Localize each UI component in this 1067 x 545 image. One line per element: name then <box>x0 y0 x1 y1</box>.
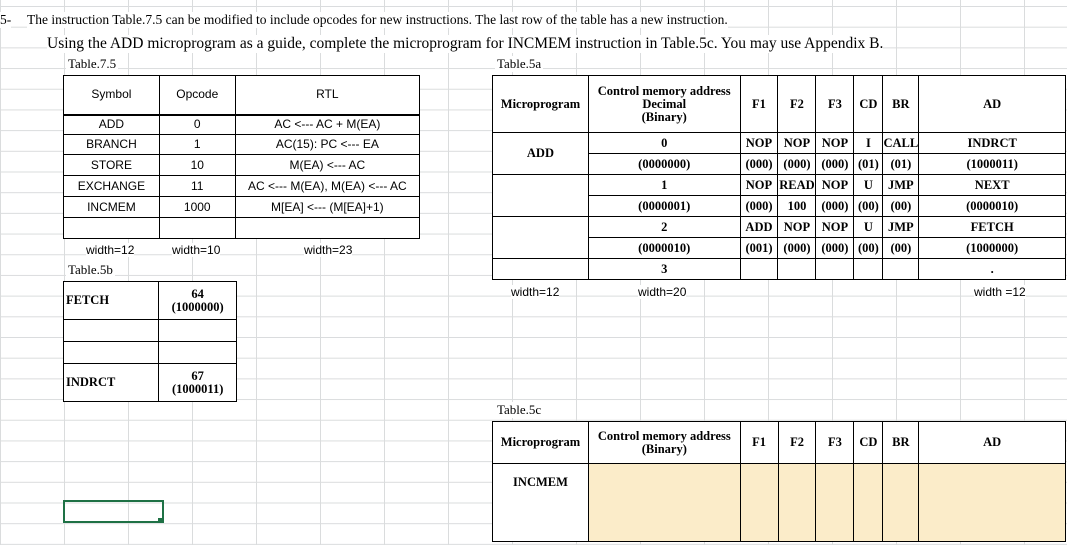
table5a-width-program: width=12 <box>511 285 560 299</box>
cell-ad[interactable]: . <box>919 259 1066 280</box>
table5a <box>492 75 1066 280</box>
cell-br-code[interactable]: (00) <box>883 196 919 217</box>
cell-cd[interactable]: U <box>854 217 883 238</box>
cell-rtl[interactable]: M[EA] <--- (M[EA]+1) <box>235 197 419 218</box>
cell-binary[interactable]: (0000010) <box>588 238 740 259</box>
cell-binary[interactable]: (0000000) <box>588 154 740 175</box>
table-row <box>64 320 237 342</box>
input-br[interactable] <box>883 464 919 542</box>
indrct-binary: (1000011) <box>171 381 224 396</box>
cell-indrct-address[interactable] <box>159 364 237 402</box>
cell-f2[interactable]: READ <box>778 175 816 196</box>
cell-f3-code[interactable]: (000) <box>816 238 854 259</box>
cell-decimal[interactable]: 2 <box>588 217 740 238</box>
cell-rtl[interactable] <box>235 218 419 239</box>
header-microprogram: Microprogram <box>493 76 589 133</box>
cell-empty[interactable] <box>64 320 159 342</box>
cell-f2-code[interactable]: (000) <box>778 238 816 259</box>
cell-br[interactable]: JMP <box>883 217 919 238</box>
header-cma-line1: Control memory address <box>597 83 731 98</box>
cell-rtl[interactable]: AC <--- M(EA), M(EA) <--- AC <box>235 176 419 197</box>
header-f3: F3 <box>816 422 854 464</box>
header-ad: AD <box>919 422 1066 464</box>
table5a-caption: Table.5a <box>497 56 542 71</box>
table5c-header-row <box>493 422 1066 464</box>
header-cma-line2: (Binary) <box>641 441 687 456</box>
table-row <box>64 155 420 176</box>
cell-empty[interactable] <box>64 342 159 364</box>
cell-f2[interactable]: NOP <box>778 133 816 154</box>
header-symbol: Symbol <box>64 76 160 115</box>
cell-f3[interactable]: NOP <box>816 133 854 154</box>
table5b <box>63 281 237 402</box>
header-f2: F2 <box>778 422 816 464</box>
cell-decimal[interactable]: 0 <box>588 133 740 154</box>
cell-empty[interactable] <box>816 259 854 280</box>
table-row <box>64 115 420 135</box>
cell-decimal[interactable]: 1 <box>588 175 740 196</box>
input-f2[interactable] <box>778 464 816 542</box>
table5b-caption: Table.5b <box>68 262 113 277</box>
fetch-decimal: 64 <box>191 286 204 301</box>
table75-width-symbol: width=12 <box>86 243 135 257</box>
cell-ad-code[interactable]: (1000011) <box>919 154 1066 175</box>
table75-header-row <box>64 76 420 115</box>
header-f3: F3 <box>816 76 854 133</box>
table-row <box>493 259 1066 280</box>
cell-cd[interactable]: U <box>854 175 883 196</box>
cell-symbol[interactable]: STORE <box>64 155 160 176</box>
header-rtl: RTL <box>235 76 419 115</box>
fill-handle[interactable] <box>158 518 163 523</box>
cell-f3-code[interactable]: (000) <box>816 196 854 217</box>
cell-empty[interactable] <box>159 320 237 342</box>
input-ad[interactable] <box>919 464 1066 542</box>
header-control-memory-address <box>588 422 740 464</box>
header-br: BR <box>883 422 919 464</box>
cell-cd-code[interactable]: (01) <box>854 154 883 175</box>
header-br: BR <box>883 76 919 133</box>
cell-fetch-label[interactable]: FETCH <box>64 282 159 320</box>
header-f1: F1 <box>740 76 778 133</box>
header-cd: CD <box>854 76 883 133</box>
cell-empty[interactable] <box>854 259 883 280</box>
selected-cell[interactable] <box>63 500 164 523</box>
header-f1: F1 <box>740 422 778 464</box>
table5a-width-cma: width=20 <box>638 285 687 299</box>
cell-symbol[interactable]: ADD <box>64 115 160 135</box>
table75 <box>63 75 420 239</box>
table5c <box>492 421 1066 542</box>
cell-rtl[interactable]: AC <--- AC + M(EA) <box>235 115 419 135</box>
table-row <box>64 364 237 402</box>
cell-indrct-label[interactable]: INDRCT <box>64 364 159 402</box>
cell-rtl[interactable]: M(EA) <--- AC <box>235 155 419 176</box>
header-cma-line1: Control memory address <box>597 428 731 443</box>
table-row <box>64 135 420 155</box>
cell-binary[interactable]: (0000001) <box>588 196 740 217</box>
table75-caption: Table.7.5 <box>68 56 117 71</box>
cell-symbol[interactable]: BRANCH <box>64 135 160 155</box>
cell-f1[interactable]: NOP <box>740 175 778 196</box>
table-row <box>493 217 1066 238</box>
table75-width-opcode: width=10 <box>172 243 221 257</box>
cell-program-add[interactable]: ADD <box>493 133 589 175</box>
input-f1[interactable] <box>740 464 778 542</box>
cell-f1[interactable]: NOP <box>740 133 778 154</box>
cell-f2-code[interactable]: 100 <box>778 196 816 217</box>
header-ad: AD <box>919 76 1066 133</box>
cell-opcode[interactable]: 10 <box>159 155 235 176</box>
table5a-width-ad: width =12 <box>974 285 1026 299</box>
cell-f2-code[interactable]: (000) <box>778 154 816 175</box>
cell-opcode[interactable] <box>159 218 235 239</box>
cell-opcode[interactable]: 1000 <box>159 197 235 218</box>
header-f2: F2 <box>778 76 816 133</box>
problem-number: 5- <box>0 12 12 27</box>
cell-opcode[interactable]: 11 <box>159 176 235 197</box>
problem-line-2: Using the ADD microprogram as a guide, complete the microprogram for INCMEM instruction in Table.5c. You may use Appendix B. <box>47 35 884 52</box>
cell-f1[interactable]: ADD <box>740 217 778 238</box>
cell-cd-code[interactable]: (00) <box>854 238 883 259</box>
cell-f1-code[interactable]: (000) <box>740 196 778 217</box>
table-row <box>493 175 1066 196</box>
cell-program-incmem[interactable]: INCMEM <box>493 464 589 542</box>
cell-ad[interactable]: NEXT <box>919 175 1066 196</box>
cell-opcode[interactable]: 0 <box>159 115 235 135</box>
cell-ad[interactable]: FETCH <box>919 217 1066 238</box>
cell-f3-code[interactable]: (000) <box>816 154 854 175</box>
cell-ad[interactable]: INDRCT <box>919 133 1066 154</box>
cell-empty[interactable] <box>159 342 237 364</box>
cell-opcode[interactable]: 1 <box>159 135 235 155</box>
table-row <box>64 342 237 364</box>
indrct-decimal: 67 <box>191 368 204 383</box>
table-row <box>64 282 237 320</box>
header-cd: CD <box>854 422 883 464</box>
header-cma-line3: (Binary) <box>641 109 687 124</box>
table75-width-rtl: width=23 <box>304 243 353 257</box>
cell-br-code[interactable]: (01) <box>883 154 919 175</box>
cell-f1-code[interactable]: (001) <box>740 238 778 259</box>
table-row <box>64 197 420 218</box>
header-microprogram: Microprogram <box>493 422 589 464</box>
table-row <box>64 176 420 197</box>
cell-f3[interactable]: NOP <box>816 217 854 238</box>
cell-empty[interactable] <box>740 259 778 280</box>
problem-line-1: The instruction Table.7.5 can be modified to include opcodes for new instructions. The last row of the table has a new instruction. <box>27 12 728 27</box>
cell-ad-code[interactable]: (1000000) <box>919 238 1066 259</box>
fetch-binary: (1000000) <box>171 299 224 314</box>
header-opcode: Opcode <box>159 76 235 115</box>
table-row <box>493 133 1066 154</box>
input-cma[interactable] <box>588 464 740 542</box>
table5a-header-row <box>493 76 1066 133</box>
cell-f1-code[interactable]: (000) <box>740 154 778 175</box>
cell-br[interactable]: CALL <box>883 133 919 154</box>
table5c-caption: Table.5c <box>497 402 542 417</box>
cell-empty[interactable] <box>493 217 589 259</box>
cell-empty[interactable] <box>493 175 589 217</box>
cell-symbol[interactable]: INCMEM <box>64 197 160 218</box>
cell-empty[interactable] <box>778 259 816 280</box>
table-row <box>64 218 420 239</box>
cell-cd[interactable]: I <box>854 133 883 154</box>
cell-symbol[interactable] <box>64 218 160 239</box>
cell-fetch-address[interactable] <box>159 282 237 320</box>
cell-rtl[interactable]: AC(15): PC <--- EA <box>235 135 419 155</box>
cell-symbol[interactable]: EXCHANGE <box>64 176 160 197</box>
cell-f3[interactable]: NOP <box>816 175 854 196</box>
input-f3[interactable] <box>816 464 854 542</box>
cell-br-code[interactable]: (00) <box>883 238 919 259</box>
cell-cd-code[interactable]: (00) <box>854 196 883 217</box>
cell-empty[interactable] <box>493 259 589 280</box>
header-cma-line2: Decimal <box>642 96 687 111</box>
cell-empty[interactable] <box>883 259 919 280</box>
cell-br[interactable]: JMP <box>883 175 919 196</box>
table-row <box>493 464 1066 542</box>
header-control-memory-address <box>588 76 740 133</box>
cell-decimal[interactable]: 3 <box>588 259 740 280</box>
cell-f2[interactable]: NOP <box>778 217 816 238</box>
input-cd[interactable] <box>854 464 883 542</box>
cell-ad-code[interactable]: (0000010) <box>919 196 1066 217</box>
